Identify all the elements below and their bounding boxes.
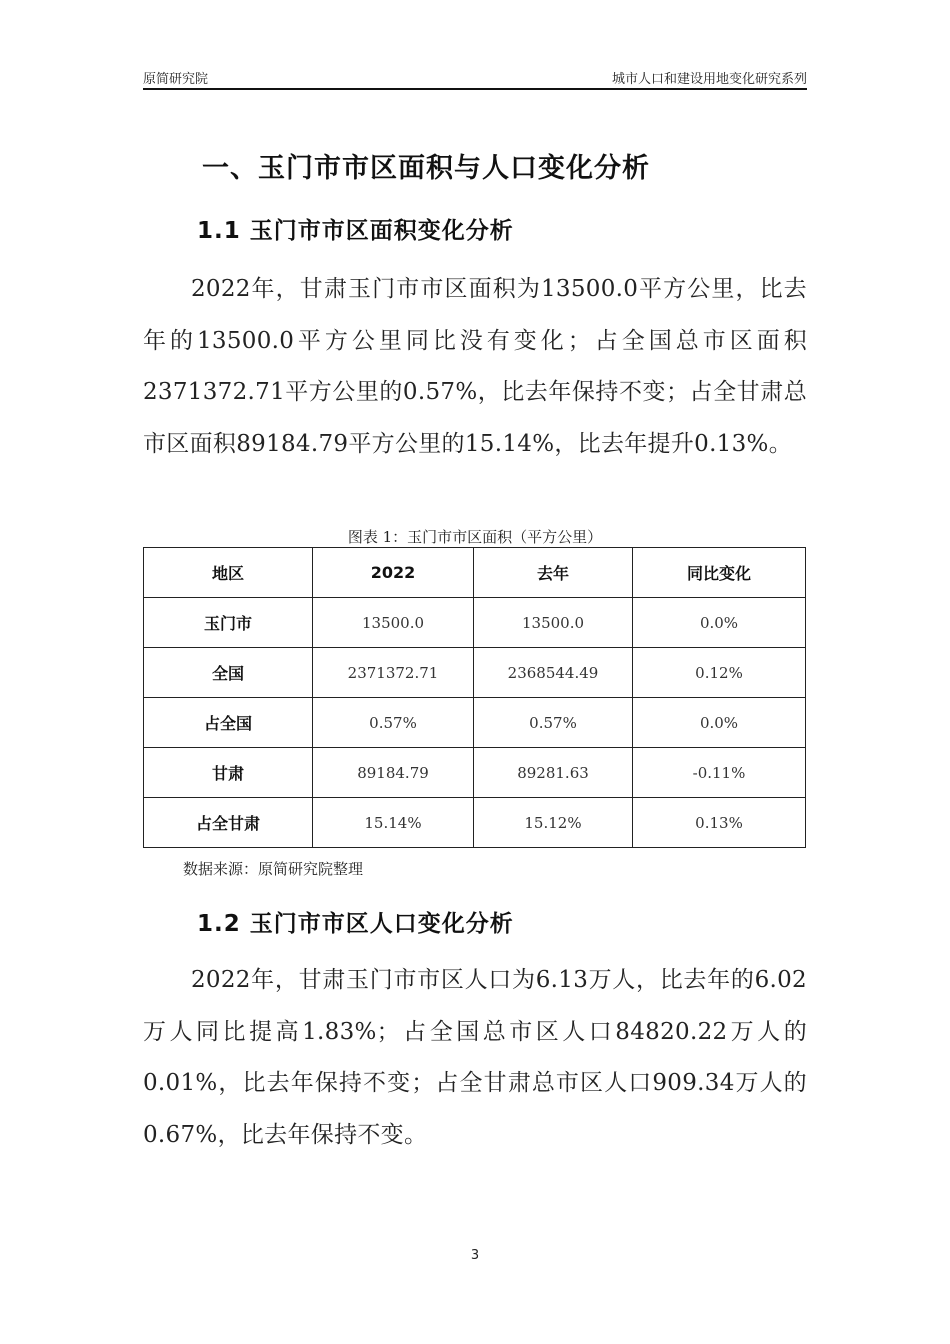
region-cell: 占全国: [144, 698, 313, 748]
value-2022-cell: 13500.0: [313, 598, 474, 648]
header-org-name: 原简研究院: [143, 72, 209, 87]
region-cell: 占全甘肃: [144, 798, 313, 848]
table-row: [144, 598, 806, 648]
column-header: 去年: [474, 548, 633, 598]
yoy-change-cell: 0.0%: [633, 698, 806, 748]
value-last-year-cell: 0.57%: [474, 698, 633, 748]
subsection-title-area: 1.1 玉门市市区面积变化分析: [197, 218, 514, 244]
value-2022-cell: 15.14%: [313, 798, 474, 848]
yoy-change-cell: 0.13%: [633, 798, 806, 848]
subsection-title-population: 1.2 玉门市市区人口变化分析: [197, 911, 514, 937]
section-title: 一、玉门市市区面积与人口变化分析: [202, 153, 650, 184]
region-cell: 甘肃: [144, 748, 313, 798]
table-row: [144, 748, 806, 798]
value-last-year-cell: 13500.0: [474, 598, 633, 648]
area-table: [143, 547, 806, 848]
table-row: [144, 698, 806, 748]
header-divider: [143, 88, 807, 90]
value-2022-cell: 2371372.71: [313, 648, 474, 698]
page-number: 3: [470, 1248, 480, 1263]
header-series-title: 城市人口和建设用地变化研究系列: [611, 72, 807, 87]
page-header: [143, 68, 807, 88]
value-2022-cell: 0.57%: [313, 698, 474, 748]
region-cell: 全国: [144, 648, 313, 698]
table-header-row: [144, 548, 806, 598]
yoy-change-cell: 0.0%: [633, 598, 806, 648]
value-last-year-cell: 89281.63: [474, 748, 633, 798]
column-header: 地区: [144, 548, 313, 598]
value-last-year-cell: 15.12%: [474, 798, 633, 848]
table-source-note: 数据来源：原简研究院整理: [183, 860, 364, 878]
column-header: 同比变化: [633, 548, 806, 598]
column-header: 2022: [313, 548, 474, 598]
value-last-year-cell: 2368544.49: [474, 648, 633, 698]
table-caption: 图表 1：玉门市市区面积（平方公里）: [347, 528, 603, 546]
area-paragraph: 2022年，甘肃玉门市市区面积为13500.0平方公里，比去年的13500.0平方公里同比没有变化；占全国总市区面积2371372.71平方公里的0.57%，比去年保持不变；占全甘肃总市区面积89184.79平方公里的15.14%，比去年提升0.13%。: [143, 276, 807, 457]
population-paragraph: 2022年，甘肃玉门市市区人口为6.13万人，比去年的6.02万人同比提高1.83%；占全国总市区人口84820.22万人的0.01%，比去年保持不变；占全甘肃总市区人口909.34万人的0.67%，比去年保持不变。: [143, 967, 807, 1148]
yoy-change-cell: 0.12%: [633, 648, 806, 698]
yoy-change-cell: -0.11%: [633, 748, 806, 798]
region-cell: 玉门市: [144, 598, 313, 648]
table-row: [144, 648, 806, 698]
table-row: [144, 798, 806, 848]
value-2022-cell: 89184.79: [313, 748, 474, 798]
